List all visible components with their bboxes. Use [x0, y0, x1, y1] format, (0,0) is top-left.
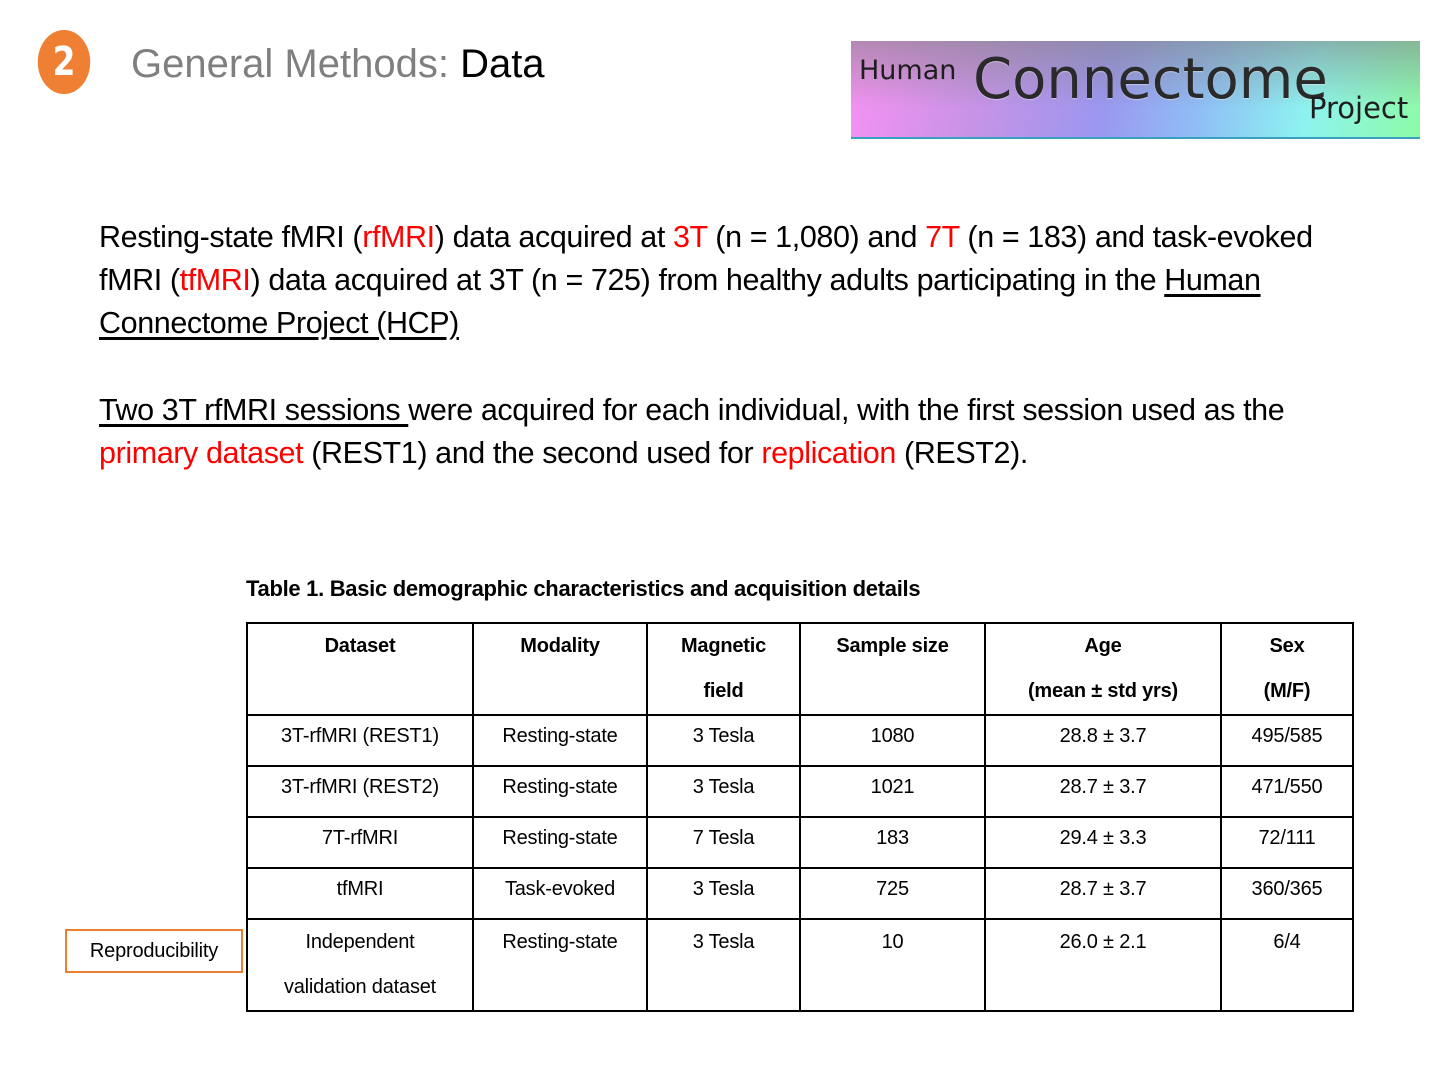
- cell-dataset: 7T-rfMRI: [247, 817, 473, 868]
- slide-title: [131, 38, 545, 90]
- hcp-logo: [851, 41, 1420, 139]
- cell-sex: 471/550: [1221, 766, 1353, 817]
- cell-field: 7 Tesla: [647, 817, 800, 868]
- cell-dataset: [247, 919, 473, 1011]
- cell-age: 28.7 ± 3.7: [985, 868, 1221, 919]
- section-number-badge: 2: [38, 30, 90, 94]
- slide-title-main: Data: [460, 42, 545, 86]
- header-sex: [1221, 623, 1353, 715]
- text: Resting-state fMRI (: [99, 220, 363, 254]
- table-caption: Table 1. Basic demographic characteristics and acquisition details: [246, 576, 921, 601]
- table-row: [247, 817, 1353, 868]
- text: (n = 183) and task-evoked fMRI (: [99, 220, 1313, 297]
- text: ) data acquired at 3T (n = 725) from healthy adults participating in the: [250, 263, 1165, 297]
- header-line: [248, 669, 472, 714]
- highlight-rfmri: rfMRI: [362, 220, 435, 254]
- text: were acquired for each individual, with the first session used as the: [408, 393, 1285, 427]
- table-row: [247, 868, 1353, 919]
- demographics-table: [246, 622, 1354, 1012]
- reproducibility-label: Reproducibility: [65, 929, 243, 973]
- cell-dataset: tfMRI: [247, 868, 473, 919]
- cell-sample: 10: [800, 919, 985, 1011]
- hcp-link[interactable]: Human Connectome Project (HCP): [99, 263, 1261, 340]
- cell-age: 26.0 ± 2.1: [985, 919, 1221, 1011]
- cell-sample: 725: [800, 868, 985, 919]
- highlight-replication: replication: [761, 436, 896, 470]
- header-line: Age: [1084, 635, 1122, 657]
- cell-dataset: 3T-rfMRI (REST2): [247, 766, 473, 817]
- cell-modality: Resting-state: [473, 817, 647, 868]
- header-line: Sex: [1269, 635, 1305, 657]
- table-row: [247, 715, 1353, 766]
- cell-field: 3 Tesla: [647, 766, 800, 817]
- sessions-link[interactable]: Two 3T rfMRI sessions: [99, 393, 409, 427]
- cell-sex: 360/365: [1221, 868, 1353, 919]
- header-line: Sample size: [836, 635, 949, 657]
- cell-sex: 72/111: [1221, 817, 1353, 868]
- cell-modality: Resting-state: [473, 919, 647, 1011]
- table-row: [247, 766, 1353, 817]
- cell-age: 28.7 ± 3.7: [985, 766, 1221, 817]
- logo-word-human: Human: [859, 55, 957, 86]
- cell-dataset-line: validation dataset: [283, 976, 437, 998]
- logo-word-project: Project: [1309, 91, 1409, 125]
- cell-field: 3 Tesla: [647, 868, 800, 919]
- table-header-row: [247, 623, 1353, 715]
- cell-sample: 1080: [800, 715, 985, 766]
- cell-field: 3 Tesla: [647, 715, 800, 766]
- cell-modality: Resting-state: [473, 766, 647, 817]
- highlight-primary-dataset: primary dataset: [99, 436, 304, 470]
- header-dataset: [247, 623, 473, 715]
- header-magnetic-field: [647, 623, 800, 715]
- header-line: [474, 669, 646, 714]
- cell-field: 3 Tesla: [647, 919, 800, 1011]
- header-modality: [473, 623, 647, 715]
- table-row: [247, 919, 1353, 1011]
- cell-age: 29.4 ± 3.3: [985, 817, 1221, 868]
- text: (REST2).: [895, 436, 1028, 470]
- cell-sex: 495/585: [1221, 715, 1353, 766]
- text: ) data acquired at: [434, 220, 673, 254]
- highlight-3t: 3T: [672, 220, 708, 254]
- cell-dataset: 3T-rfMRI (REST1): [247, 715, 473, 766]
- header-line: Magnetic: [680, 635, 767, 657]
- cell-dataset-line: Independent: [305, 931, 415, 953]
- highlight-tfmri: tfMRI: [179, 263, 251, 297]
- header-line: (mean ± std yrs): [1027, 680, 1179, 702]
- header-line: field: [703, 680, 744, 702]
- cell-modality: Task-evoked: [473, 868, 647, 919]
- text: (REST1) and the second used for: [303, 436, 762, 470]
- text: (n = 1,080) and: [707, 220, 926, 254]
- header-line: Modality: [520, 635, 600, 657]
- header-line: [801, 669, 984, 714]
- cell-sample: 183: [800, 817, 985, 868]
- cell-age: 28.8 ± 3.7: [985, 715, 1221, 766]
- paragraph-sessions: [99, 389, 1379, 475]
- highlight-7t: 7T: [925, 220, 960, 254]
- header-line: (M/F): [1263, 680, 1311, 702]
- cell-sex: 6/4: [1221, 919, 1353, 1011]
- slide-title-prefix: General Methods:: [131, 42, 461, 86]
- header-age: [985, 623, 1221, 715]
- header-sample-size: [800, 623, 985, 715]
- cell-sample: 1021: [800, 766, 985, 817]
- paragraph-data-description: [99, 216, 1379, 345]
- header-line: Dataset: [324, 635, 396, 657]
- cell-modality: Resting-state: [473, 715, 647, 766]
- logo-word-connectome: Connectome: [973, 47, 1328, 112]
